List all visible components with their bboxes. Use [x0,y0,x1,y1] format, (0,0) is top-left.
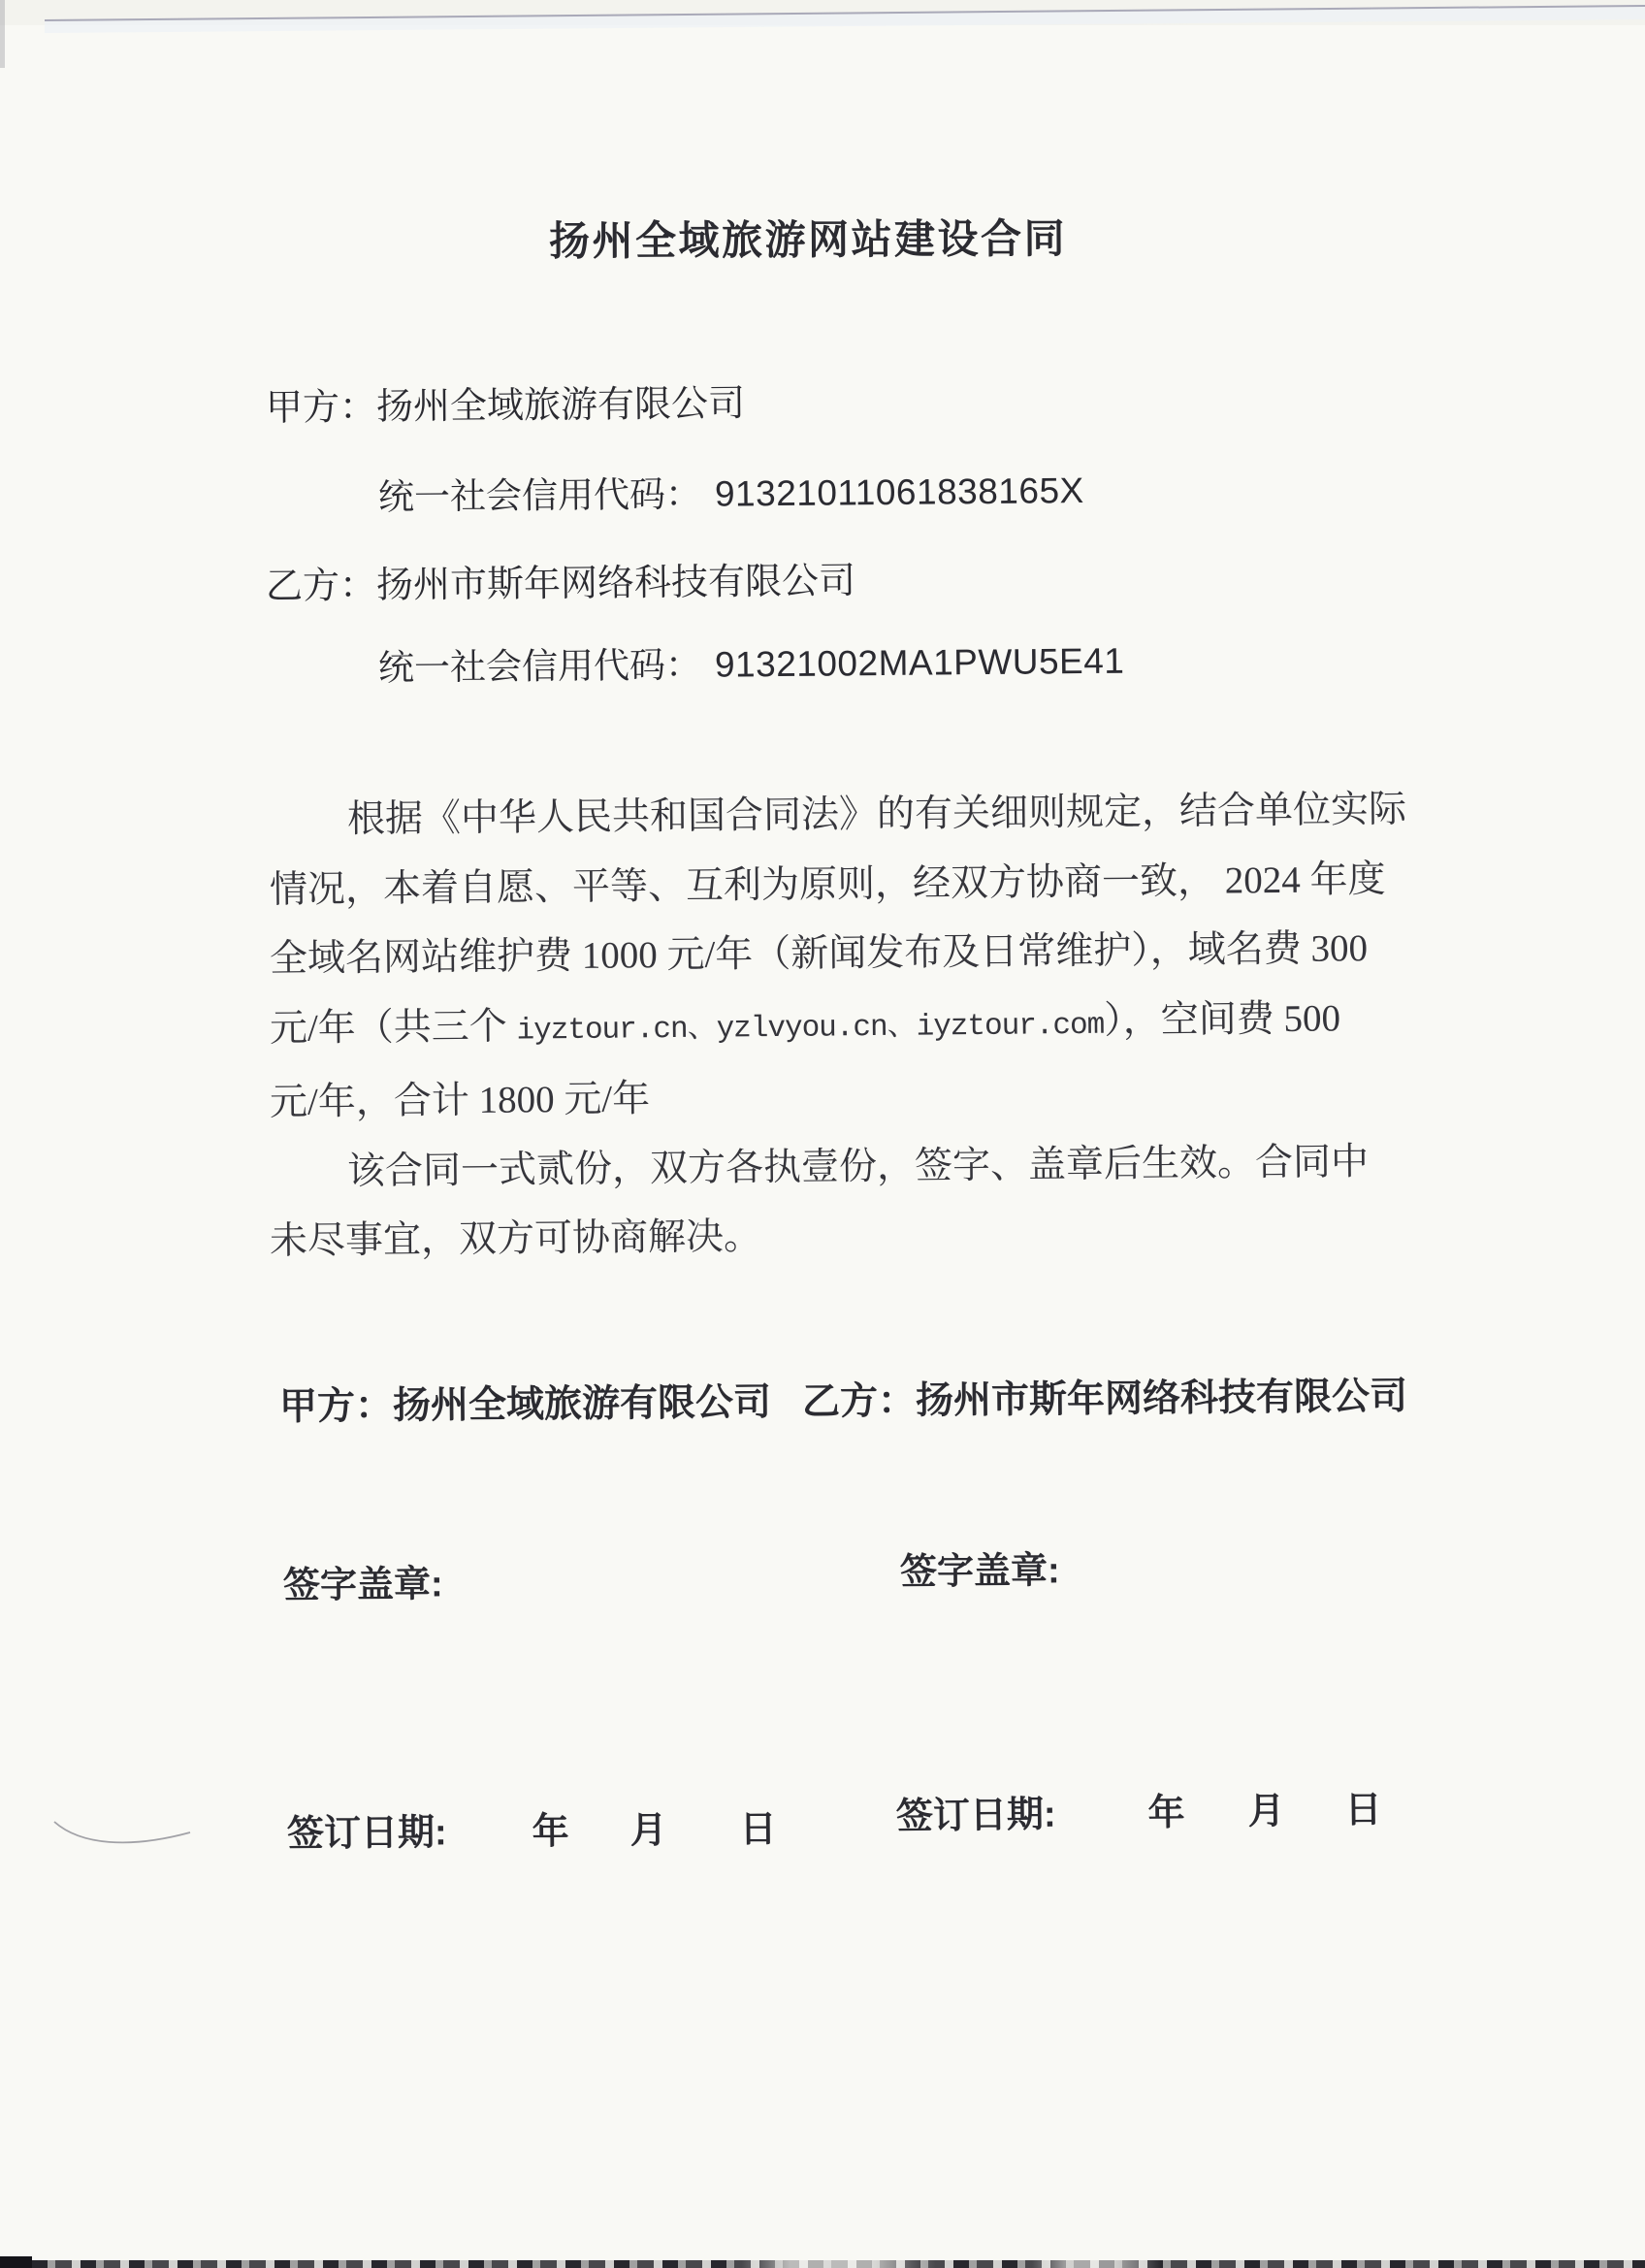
party-b-credit-line [378,639,1125,691]
signature-party-b: 乙方：扬州市斯年网络科技有限公司 [801,1375,1408,1423]
month-blank-left: 月 [629,1810,667,1852]
contract-body [270,786,1453,1277]
page-title: 扬州全域旅游网站建设合同 [548,215,1068,264]
year-blank-left: 年 [532,1811,569,1853]
scan-crease-artifact [47,1806,202,1861]
sign-date-row-right [896,1786,1382,1841]
scan-bottom-left-block [0,2256,32,2268]
sign-date-row-left [287,1805,777,1859]
party-b-line [266,559,855,609]
party-a-name: 扬州全域旅游有限公司 [375,383,746,428]
party-b-label: 乙方： [265,565,377,607]
day-blank-right: 日 [1344,1790,1382,1831]
signature-party-a: 甲方：扬州全域旅游有限公司 [278,1381,772,1428]
signature-parties-line [279,1375,1407,1430]
contract-clause-line-7: 未尽事宜，双方可协商解决。 [269,1215,762,1262]
contract-clause-line-3: 全域名网站维护费 1000 元/年（新闻发布及日常维护），域名费 300 [269,927,1369,980]
party-a-credit-label: 统一社会信用代码： [377,473,702,517]
clause-4-prefix: 元/年（共三个 [269,1005,517,1050]
party-a-credit-code: 91321011061838165X [714,470,1084,514]
month-blank-right: 月 [1247,1791,1285,1832]
clause-4-suffix: ），空间费 500 [1104,996,1341,1042]
sign-date-label-right: 签订日期: [895,1794,1056,1837]
party-b-credit-code: 91321002MA1PWU5E41 [714,640,1125,685]
party-b-name: 扬州市斯年网络科技有限公司 [375,561,856,606]
contract-clause-line-5: 元/年，合计 1800 元/年 [269,1078,651,1123]
contract-clause-line-4 [270,983,1454,1068]
year-blank-right: 年 [1147,1792,1185,1834]
seal-label-right: 签字盖章: [899,1550,1060,1593]
contract-clause-line-2: 情况，本着自愿、平等、互利为原则，经双方协商一致， 2024 年度 [269,858,1386,911]
scan-bottom-noise-band [32,2260,1645,2268]
day-blank-left: 日 [739,1809,777,1851]
sign-date-label-left: 签订日期: [286,1812,447,1855]
seal-label-left: 签字盖章: [282,1564,443,1606]
scan-left-edge-shadow [0,0,5,68]
scanner-background-strip [0,0,1645,25]
party-a-credit-line [378,469,1084,520]
party-a-line [266,381,745,431]
contract-clause-line-1: 根据《中华人民共和国合同法》的有关细则规定，结合单位实际 [346,788,1407,841]
domain-names: iyztour.cn、yzlvyou.cn、iyztour.com [516,1008,1105,1049]
party-b-credit-label: 统一社会信用代码： [377,644,702,688]
contract-clause-line-6: 该合同一式贰份，双方各执壹份，签字、盖章后生效。合同中 [346,1140,1370,1192]
party-a-label: 甲方： [265,386,377,429]
